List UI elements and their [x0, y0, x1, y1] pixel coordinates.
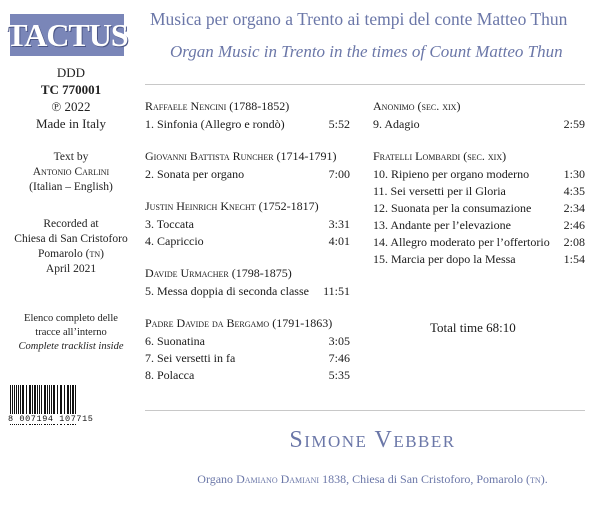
tracklist-right: [373, 99, 585, 267]
divider-bottom: [145, 410, 585, 411]
track-row: [373, 117, 585, 132]
track-title: 14. Allegro moderato per l’offertorio: [373, 235, 550, 249]
track-title: 12. Suonata per la consumazione: [373, 201, 532, 215]
track-title: 7. Sei versetti in fa: [145, 351, 236, 365]
track-time: 1:54: [563, 252, 585, 266]
track-row: [145, 334, 350, 349]
languages: (Italian – English): [29, 181, 113, 193]
track-row: [145, 284, 350, 299]
organ-credit: [145, 472, 600, 487]
recording-credits: [6, 217, 136, 277]
format: DDD: [56, 65, 86, 80]
track-time: 7:00: [328, 167, 350, 181]
track-time: 5:52: [328, 117, 350, 131]
track-time: 2:46: [563, 218, 585, 232]
track-title: 13. Andante per l’elevazione: [373, 218, 511, 232]
text-by-label: Text by: [53, 151, 89, 163]
composer-group: [373, 149, 585, 267]
composer-name: Davide Urmacher (1798-1875): [145, 266, 292, 280]
text-credits: [6, 150, 136, 195]
track-time: 3:31: [328, 217, 350, 231]
track-title: 8. Polacca: [145, 368, 195, 382]
organ-builder: Damiano Damiani: [236, 472, 320, 486]
tracklist-note-it-1: Elenco completo delle: [24, 313, 118, 324]
organ-prefix: Organo: [197, 472, 237, 486]
performer-name: Simone Vebber: [289, 427, 456, 453]
track-title: 15. Marcia per dopo la Messa: [373, 252, 516, 266]
catalog-number: TC 770001: [40, 82, 102, 97]
recording-town: Pomarolo (tn): [38, 248, 104, 260]
track-time: 2:59: [563, 117, 585, 131]
track-time: 2:34: [563, 201, 585, 215]
recording-place: Chiesa di San Cristoforo: [14, 233, 128, 245]
label-info: [6, 64, 136, 132]
track-title: 4. Capriccio: [145, 234, 204, 248]
recorded-at-label: Recorded at: [43, 218, 99, 230]
track-title: 3. Toccata: [145, 217, 194, 231]
tracklist-note: [6, 312, 136, 354]
track-time: 1:30: [563, 167, 585, 181]
organ-suffix: 1838, Chiesa di San Cristoforo, Pomarolo (: [319, 472, 531, 486]
track-row: [373, 252, 585, 267]
divider-top: [145, 84, 585, 85]
tracklist-note-en: Complete tracklist inside: [18, 341, 124, 352]
track-title: 1. Sinfonia (Allegro e rondò): [145, 117, 285, 131]
text-author: Antonio Carlini: [32, 166, 110, 178]
track-row: [373, 184, 585, 199]
barcode-digits: 8 007194 107715: [8, 414, 138, 424]
track-time: 3:05: [328, 334, 350, 348]
organ-end: ).: [540, 472, 548, 486]
track-time: 11:51: [323, 284, 350, 298]
track-time: 5:35: [328, 368, 350, 382]
track-row: [373, 167, 585, 182]
composer-group: [145, 316, 350, 383]
recording-date: April 2021: [45, 263, 97, 275]
composer-name: Justin Heinrich Knecht (1752-1817): [145, 199, 319, 213]
composer-group: [145, 266, 350, 299]
track-row: [373, 218, 585, 233]
label-logo: [6, 14, 128, 56]
track-time: 7:46: [328, 351, 350, 365]
tracklist-left: [145, 99, 350, 383]
total-time: Total time 68:10: [430, 320, 516, 335]
track-time: 2:08: [563, 235, 585, 249]
track-row: [145, 234, 350, 249]
composer-name: Fratelli Lombardi (sec. xix): [373, 149, 507, 163]
composer-group: [373, 99, 585, 132]
organ-region: tn: [530, 472, 541, 486]
track-row: [373, 201, 585, 216]
album-title-english: Organ Music in Trento in the times of Count Matteo Thun: [170, 42, 563, 61]
tracklist-note-it-2: tracce all’interno: [35, 327, 107, 338]
composer-group: [145, 99, 350, 132]
logo-text: TACTUS: [6, 16, 128, 53]
track-title: 10. Ripieno per organo moderno: [373, 167, 530, 181]
track-time: 4:35: [563, 184, 585, 198]
composer-name: Anonimo (sec. xix): [373, 99, 461, 113]
phonogram: ℗ 2022: [51, 99, 91, 114]
composer-name: Raffaele Nencini (1788-1852): [145, 99, 290, 113]
track-title: 9. Adagio: [373, 117, 420, 131]
track-row: [145, 167, 350, 182]
made-in: Made in Italy: [35, 116, 107, 131]
track-row: [145, 368, 350, 383]
track-row: [145, 117, 350, 132]
track-title: 6. Suonatina: [145, 334, 205, 348]
composer-name: Padre Davide da Bergamo (1791-1863): [145, 316, 333, 330]
composer-group: [145, 149, 350, 182]
album-title-italian: Musica per organo a Trento ai tempi del conte Matteo Thun: [150, 9, 568, 29]
track-title: 2. Sonata per organo: [145, 167, 245, 181]
track-title: 5. Messa doppia di seconda classe: [145, 284, 309, 298]
track-row: [373, 235, 585, 250]
track-row: [145, 217, 350, 232]
track-title: 11. Sei versetti per il Gloria: [373, 184, 506, 198]
track-time: 4:01: [328, 234, 350, 248]
track-row: [145, 351, 350, 366]
composer-name: Giovanni Battista Runcher (1714-1791): [145, 149, 337, 163]
composer-group: [145, 199, 350, 249]
